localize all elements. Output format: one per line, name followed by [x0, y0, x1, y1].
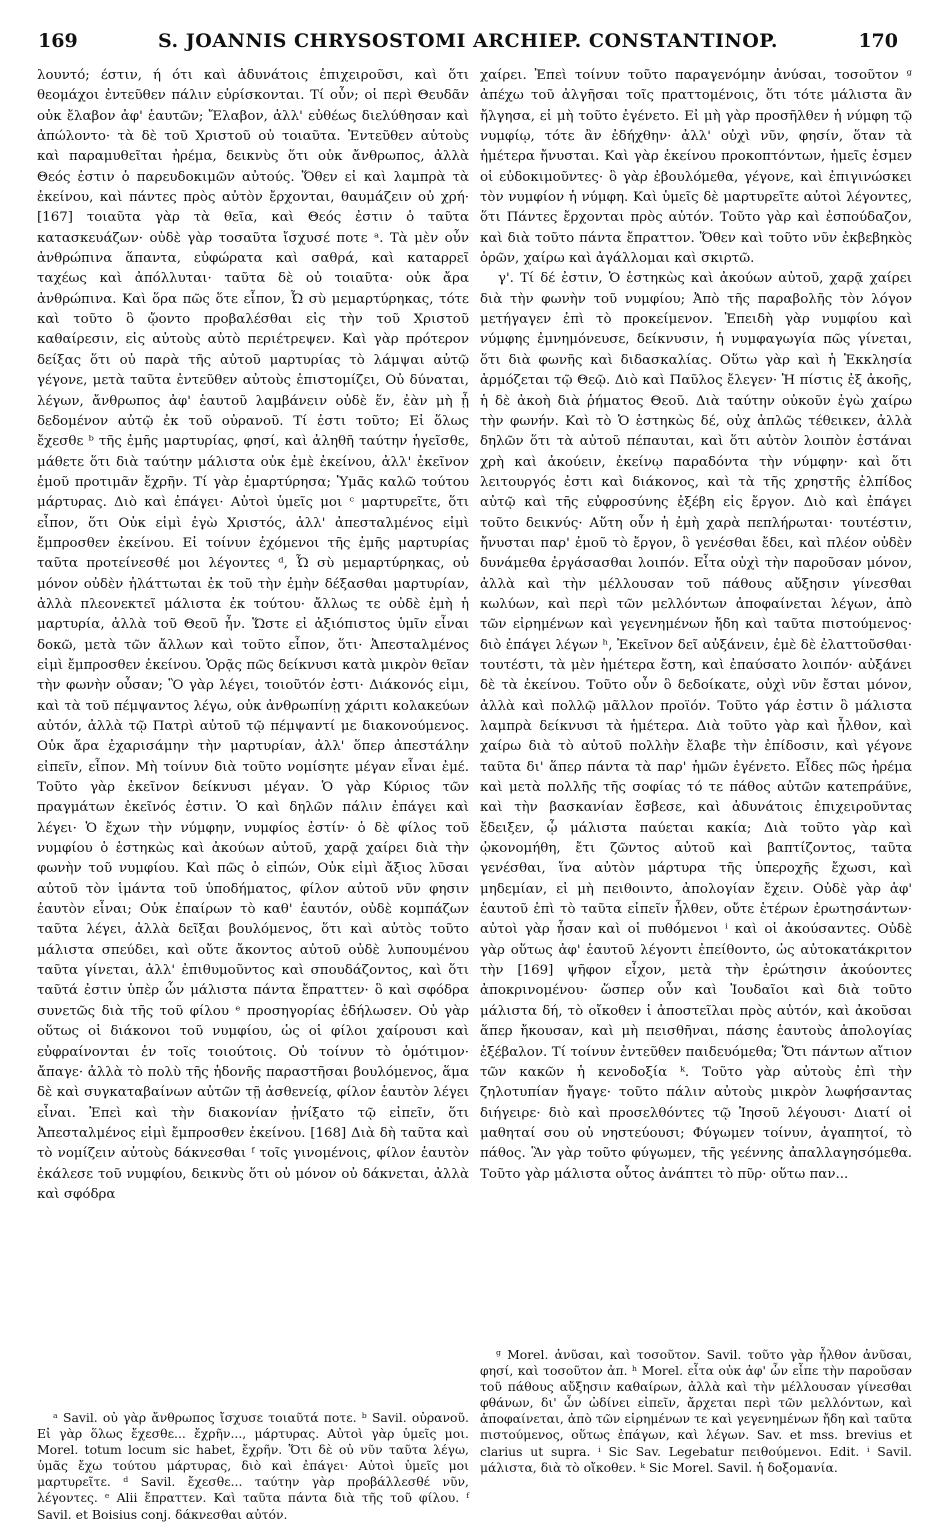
- right-column-section-3: γ'. Τί δέ ἐστιν, Ὁ ἑστηκὼς καὶ ἀκούων αὐτοῦ, χαρᾷ χαίρει διὰ τὴν φωνὴν τοῦ νυμφίου; Ἀπὸ τῆς παραβολῆς τὸν λόγον μετήγαγεν ἐπὶ τὸ προκείμενον. Ἐπειδὴ γὰρ νυμφίου καὶ νύμφης ἐμνημόνευσε, δείκνυσιν, ἡ νυμφαγωγία πῶς γίνεται, ὅτι διὰ φωνῆς καὶ διδασκαλίας. Οὕτω γὰρ καὶ ἡ Ἐκκλησία ἁρμόζεται τῷ Θεῷ. Διὸ καὶ Παῦλος ἔλεγεν· Ἡ πίστις ἐξ ἀκοῆς, ἡ δὲ ἀκοὴ διὰ ῥήματος Θεοῦ. Διὰ ταύτην οὐκοῦν ἐγὼ χαίρω τὴν φωνήν. Καὶ τὸ Ὁ ἑστηκὼς δέ, οὐχ ἁπλῶς τέθεικεν, ἀλλὰ δηλῶν ὅτι τὰ αὐτοῦ πέπαυται, καὶ ὅτι αὐτὸν λοιπὸν ἑστάναι χρὴ καὶ ἀκούειν, ἐκείνῳ παραδόντα τὴν νύμφην· καὶ ὅτι λειτουργός ἐστι καὶ διάκονος, καὶ τὰ τῆς χρηστῆς ἐλπίδος αὐτῷ καὶ τῆς εὐφροσύνης ἐξέβη εἰς ἔργον. Διὸ καὶ ἐπάγει τοῦτο δεικνύς· Αὕτη οὖν ἡ ἐμὴ χαρὰ πεπλήρωται· τουτέστιν, ἤνυσται παρ' ἐμοῦ τὸ ἔργον, ὃ γενέσθαι ἔδει, καὶ πλέον οὐδὲν δυνάμεθα ἐργάσασθαι λοιπόν. Εἶτα οὐχὶ τὴν παροῦσαν μόνον, ἀλλὰ καὶ τὴν μέλλουσαν τοῦ πάθους αὔξησιν γίνεσθαι κωλύων, καὶ περὶ τῶν μελλόντων ἀποφαίνεται λέγων, ἀπὸ τῶν εἰρημένων καὶ γεγενημένων ἤδη καὶ ταῦτα πιστούμενος· διὸ ἐπάγει λέγων ʰ, Ἐκεῖνον δεῖ αὐξάνειν, ἐμὲ δὲ ἐλαττοῦσθαι· τουτέστι, τὰ μὲν ἡμέτερα ἔστη, καὶ ἐπαύσατο λοιπόν· αὐξάνει δὲ τὰ ἐκείνου. Τοῦτο οὖν ὃ δεδοίκατε, οὐχὶ νῦν ἔσται μόνον, ἀλλὰ καὶ πολλῷ μᾶλλον προϊόν. Τοῦτο γάρ ἐστιν ὃ μάλιστα λαμπρὰ δείκνυσι τὰ ἡμέτερα. Διὰ τοῦτο γὰρ καὶ ἦλθον, καὶ χαίρω διὰ τὸ αὐτοῦ πολλὴν ἔλαβε τὴν ἐπίδοσιν, καὶ γέγονε ταῦτα δι' ἅπερ πάντα τὰ παρ' ἡμῶν ἐγένετο. Εἶδες πῶς ἠρέμα καὶ μετὰ πολλῆς τῆς σοφίας τό τε πάθος αὐτῶν κατεπράϋνε, καὶ τὴν βασκανίαν ἔσβεσε, καὶ ἀδυνάτοις ἐπιχειροῦντας ἔδειξεν, ᾧ μάλιστα παύεται κακία; Διὰ τοῦτο γὰρ καὶ ᾠκονομήθη, ἔτι ζῶντος αὐτοῦ καὶ βαπτίζοντος, ταῦτα γενέσθαι, ἵνα αὐτὸν μάρτυρα τῆς ὑπεροχῆς ἔχωσι, καὶ μηδεμίαν, εἰ μὴ πειθοιντο, ἀπολογίαν ἔχειν. Οὐδὲ γὰρ ἀφ' ἑαυτοῦ ἐπὶ τὸ ταῦτα εἰπεῖν ἦλθεν, οὔτε ἑτέρων ἐρωτησάντων· αὐτοὶ γὰρ ἦσαν καὶ οἱ πυθόμενοι ⁱ καὶ οἱ ἀκούσαντες. Οὐδὲ γὰρ οὕτως ἀφ' ἑαυτοῦ λέγοντι ἐπείθοντο, ὡς αὐτοκατάκριτον τὴν [169] ψῆφον εἶχον, μετὰ τὴν ἐρώτησιν ἀκούοντες ἀποκρινομένου· ὥσπερ οὖν καὶ Ἰουδαῖοι καὶ διὰ τοῦτο μάλιστα δή, τὸ οἴκοθεν ἱ ἀποστεῖλαι πρὸς αὐτόν, καὶ ἀκοῦσαι ἅπερ ἤκουσαν, καὶ μὴ πεισθῆναι, πάσης ἑαυτοὺς ἀπολογίας ἐξέβαλον. Τί τοίνυν ἐντεῦθεν παιδευόμεθα; Ὅτι πάντων αἴτιον τῶν κακῶν ἡ κενοδοξία ᵏ. Τοῦτο γὰρ αὐτοὺς ἐπὶ τὴν ζηλοτυπίαν ἤγαγε· τοῦτο πάλιν αὐτοὺς μικρὸν λωφήσαντας διήγειρε· διὸ καὶ προσελθόντες τῷ Ἰησοῦ λέγουσι· Διατί οἱ μαθηταί σου οὐ νηστεύουσι; Φύγωμεν τοίνυν, ἀγαπητοί, τὸ πάθος. Ἂν γὰρ τοῦτο φύγωμεν, τῆς γεέννης ἀπαλλαγησόμεθα. Τοῦτο γὰρ μάλιστα οὗτος ἀνάπτει τὸ πῦρ· οὕτω παν...: [480, 271, 912, 1182]
- right-footnote: ᵍ Morel. ἀνῦσαι, καὶ τοσοῦτον. Savil. τοῦτο γὰρ ἦλθον ἀνῦσαι, φησί, καὶ τοσοῦτον ἀπ. ʰ Morel. εἶτα οὐκ ἀφ' ὧν εἶπε τὴν παροῦσαν τοῦ πάθους αὔξησιν καθαίρων, ἀλλὰ καὶ τὴν μέλλουσαν γίνεσθαι φθάνων, δι' ὧν ὠδίνει εἰπεῖν, ἄρχεται περὶ τῶν μελλόντων, καὶ ἀποφαίνεται, ἀπὸ τῶν εἰρημένων τε καὶ γεγενημένων ἤδη καὶ ταῦτα πιστούμενος, οὕτως ἐπάγων, καὶ λέγων. Sav. et mss. brevius et clarius ut supra. ⁱ Sic Sav. Legebatur πειθούμενοι. Edit. ⁱ Savil. μάλιστα, διὰ τὸ οἴκοθεν. ᵏ Sic Morel. Savil. ἡ δοξομανία.: [480, 1347, 912, 1475]
- page-number-left: 169: [38, 30, 78, 52]
- right-footnotes: [480, 1347, 912, 1476]
- right-column: [480, 66, 912, 1185]
- left-footnote: ᵃ Savil. οὐ γὰρ ἄνθρωπος ἴσχυσε τοιαῦτά ποτε. ᵇ Savil. οὐρανοῦ. Εἰ γὰρ ὅλως ἔχεσθε... ἔχρῆν..., μάρτυρας. Αὐτοὶ γὰρ ὑμεῖς μοι. Morel. totum locum sic habet, ἔχρῆν. Ὅτι δὲ οὐ νῦν ταῦτα λέγω, ὑμᾶς ἔχω τούτου μάρτυρας, διὸ καὶ ἐπάγει· Αὐτοὶ ὑμεῖς μοι μαρτυρεῖτε. ᵈ Savil. ἔχεσθε... ταύτην γὰρ προβάλλεσθέ νῦν, λέγοντες. ᵉ Alii ἔπραττεν. Καὶ ταῦτα πάντα διὰ τῆς τοῦ φίλου. ᶠ Savil. et Boisius conj. δάκνεσθαι αὐτόν.: [37, 1410, 469, 1522]
- running-header: [38, 30, 898, 58]
- left-column-text: λουντό; έστιν, ή ότι καὶ ἀδυνάτοις ἐπιχειροῦσι, καὶ ὅτι θεομάχοι ἐντεῦθεν πάλιν εὑρίσκονται. Τί οὖν; οἱ περὶ Θευδᾶν οὐκ ἔλαβον ἀφ' ἑαυτῶν; Ἔλαβον, ἀλλ' εὐθέως διελύθησαν καὶ ἀπώλοντο· τὰ δὲ τοῦ Χριστοῦ οὐ τοιαῦτα. Ἐντεῦθεν αὐτοὺς καὶ παραμυθεῖται ἠρέμα, δεικνὺς ὅτι οὐκ ἄνθρωπος, ἀλλὰ Θεός ἐστιν ὁ παρευδοκιμῶν αὐτούς. Ὅθεν εἰ καὶ λαμπρὰ τὰ ἐκείνου, καὶ πάντες πρὸς αὐτὸν ἔρχονται, θαυμάζειν οὐ χρή· [167] τοιαῦτα γὰρ τὰ θεῖα, καὶ Θεός ἐστιν ὁ ταῦτα κατασκευάζων· οὐδὲ γὰρ τοσαῦτα ἴσχυσέ ποτε ᵃ. Τὰ μὲν οὖν ἀνθρώπινα ἅπαντα, εὐφώρατα καὶ σαθρά, καὶ καταρρεῖ ταχέως καὶ ἀπόλλυται· ταῦτα δὲ οὐ τοιαῦτα· οὐκ ἄρα ἀνθρώπινα. Καὶ ὅρα πῶς ὅτε εἶπον, Ὦ σὺ μεμαρτύρηκας, τότε καὶ τοῦτο ὃ ᾤοντο προβαλέσθαι εἰς τὴν τοῦ Χριστοῦ καθαίρεσιν, εἰς αὐτοὺς αὐτὸ περιέτρεψεν. Καὶ γὰρ πρότερον δείξας ὅτι οὐ παρὰ τῆς αὐτοῦ μαρτυρίας τὸ λάμψαι αὐτῷ γέγονε, μετὰ ταῦτα ἐντεῦθεν αὐτοὺς ἐπιστομίζει, Οὐ δύναται, λέγων, ἄνθρωπος ἀφ' ἑαυτοῦ λαμβάνειν οὐδὲ ἕν, ἐὰν μὴ ᾖ δεδομένον αὐτῷ ἐκ τοῦ οὐρανοῦ. Τί ἐστι τοῦτο; Εἰ ὅλως ἔχεσθε ᵇ τῆς ἐμῆς μαρτυρίας, φησί, καὶ ἀληθῆ ταύτην ἡγεῖσθε, μάθετε ὅτι διὰ ταύτην μάλιστα οὐκ ἐμὲ ἐκείνου, ἀλλ' ἐκεῖνον ἐμοῦ προτιμᾶν ἔχρῆν. Τί γὰρ ἐμαρτύρησα; Ὑμᾶς καλῶ τούτου μάρτυρας. Διὸ καὶ ἐπάγει· Αὐτοὶ ὑμεῖς μοι ᶜ μαρτυρεῖτε, ὅτι εἶπον, ὅτι Οὐκ εἰμὶ ἐγὼ Χριστός, ἀλλ' ἀπεσταλμένος εἰμὶ ἔμπροσθεν ἐκείνου. Εἰ τοίνυν ἐχόμενοι τῆς ἐμῆς μαρτυρίας ταῦτα προτείνεσθέ μοι λέγοντες ᵈ, Ὦ σὺ μεμαρτύρηκας, οὐ μόνον οὐδὲν ἠλάττωται ἐκ τοῦ τὴν ἐμὴν δέξασθαι μαρτυρίαν, ἀλλὰ πλεονεκτεῖ μάλιστα ἐκ τούτου· ἄλλως τε οὐδὲ ἐμὴ ἡ μαρτυρία, ἀλλὰ τοῦ Θεοῦ ἦν. Ὥστε εἰ ἀξιόπιστος ὑμῖν εἶναι δοκῶ, μετὰ τῶν ἄλλων καὶ τοῦτο εἶπον, ὅτι· Ἀπεσταλμένος εἰμὶ ἔμπροσθεν ἐκείνου. Ὁρᾷς πῶς δείκνυσι κατὰ μικρὸν θεῖαν τὴν φωνὴν οὖσαν; Ὃ γὰρ λέγει, τοιοῦτόν ἐστι· Διάκονός εἰμι, καὶ τὰ τοῦ πέμψαντος λέγω, οὐκ ἀνθρωπίνῃ χάριτι κολακεύων αὐτόν, ἀλλὰ τῷ Πατρὶ αὐτοῦ τῷ πέμψαντί με διακονούμενος. Οὐκ ἄρα ἐχαρισάμην τὴν μαρτυρίαν, ἀλλ' ὅπερ ἀπεστάλην εἰπεῖν, εἶπον. Μὴ τοίνυν διὰ τοῦτο νομίσητε μέγαν εἶναι ἐμέ. Τοῦτο γὰρ ἐκεῖνον δείκνυσι μέγαν. Ὁ γὰρ Κύριος τῶν πραγμάτων ἐκεῖνός ἐστιν. Ὁ καὶ δηλῶν πάλιν ἐπάγει καὶ λέγει· Ὁ ἔχων τὴν νύμφην, νυμφίος ἐστίν· ὁ δὲ φίλος τοῦ νυμφίου ὁ ἑστηκὼς καὶ ἀκούων αὐτοῦ, χαρᾷ χαίρει διὰ τὴν φωνὴν τοῦ νυμφίου. Καὶ πῶς ὁ εἰπών, Οὐκ εἰμὶ ἄξιος λῦσαι αὐτοῦ τὸν ἱμάντα τοῦ ὑποδήματος, φίλον αὐτοῦ νῦν φησιν ἑαυτὸν εἶναι; Οὐκ ἐπαίρων τὸ καθ' ἑαυτόν, οὐδὲ κομπάζων ταῦτα λέγει, ἀλλὰ δεῖξαι βουλόμενος, ὅτι καὶ αὐτὸς τοῦτο μάλιστα σπεύδει, καὶ οὔτε ἄκοντος αὐτοῦ οὐδὲ λυπουμένου ταῦτα γίνεται, ἀλλ' ἐπιθυμοῦντος καὶ σπουδάζοντος, καὶ ὅτι ταῦτά ἐστιν ὑπὲρ ὧν μάλιστα πάντα ἔπραττεν· ὃ καὶ σφόδρα συνετῶς διὰ τῆς τοῦ φίλου ᵉ προσηγορίας ἐδήλωσεν. Οὐ γὰρ οὕτως οἱ διάκονοι τοῦ νυμφίου, ὡς οἱ φίλοι χαίρουσι καὶ εὐφραίνονται ἐν τοῖς τοιούτοις. Οὐ τοίνυν τὸ ὁμότιμον· ἄπαγε· ἀλλὰ τὸ πολὺ τῆς ἡδονῆς παραστῆσαι βουλόμενος, ἅμα δὲ καὶ συγκαταβαίνων αὐτῶν τῇ ἀσθενείᾳ, φίλον ἑαυτὸν λέγει εἶναι. Ἐπεὶ καὶ τὴν διακονίαν ᾐνίξατο τῷ εἰπεῖν, ὅτι Ἀπεσταλμένος εἰμὶ ἔμπροσθεν ἐκείνου. [168] Διὰ δὴ ταῦτα καὶ τὸ νομίζειν αὐτοὺς δάκνεσθαι ᶠ τοῖς γινομένοις, φίλον ἑαυτὸν ἐκάλεσε τοῦ νυμφίου, δεικνὺς ὅτι οὐ μόνον οὐ δάκνεται, ἀλλὰ καὶ σφόδρα: [37, 68, 469, 1202]
- right-column-text: χαίρει. Ἐπεὶ τοίνυν τοῦτο παραγενόμην ἀνύσαι, τοσοῦτον ᵍ ἀπέχω τοῦ ἀλγῆσαι τοῖς πραττομένοις, ὅτι τότε μάλιστα ἂν ἤλγησα, εἰ μὴ τοῦτο ἐγένετο. Εἰ μὴ γὰρ προσῆλθεν ἡ νύμφη τῷ νυμφίῳ, τότε ἂν ἐδήχθην· ἀλλ' οὐχὶ νῦν, φησίν, ὅταν τὰ ἡμέτερα ἤνυσται. Καὶ γὰρ ἐκείνου προκοπτόντων, ἡμεῖς ἐσμεν οἱ εὐδοκιμοῦντες· ὃ γὰρ ἐβουλόμεθα, γέγονε, καὶ ἐπιγινώσκει τὸν νυμφίον ἡ νύμφη. Καὶ ὑμεῖς δὲ μαρτυρεῖτε αὐτοὶ λέγοντες, ὅτι Πάντες ἔρχονται πρὸς αὐτόν. Τοῦτο γὰρ καὶ ἐσπούδαζον, καὶ διὰ τοῦτο πάντα ἔπραττον. Ὅθεν καὶ τοῦτο νῦν ἐκβεβηκὸς ὁρῶν, χαίρω καὶ ἀγάλλομαι καὶ σκιρτῶ.: [480, 68, 912, 267]
- left-footnotes: [37, 1410, 469, 1523]
- page-number-right: 170: [858, 30, 898, 52]
- running-title: S. JOANNIS CHRYSOSTOMI ARCHIEP. CONSTANTINOP.: [157, 30, 779, 52]
- left-column: [37, 66, 469, 1205]
